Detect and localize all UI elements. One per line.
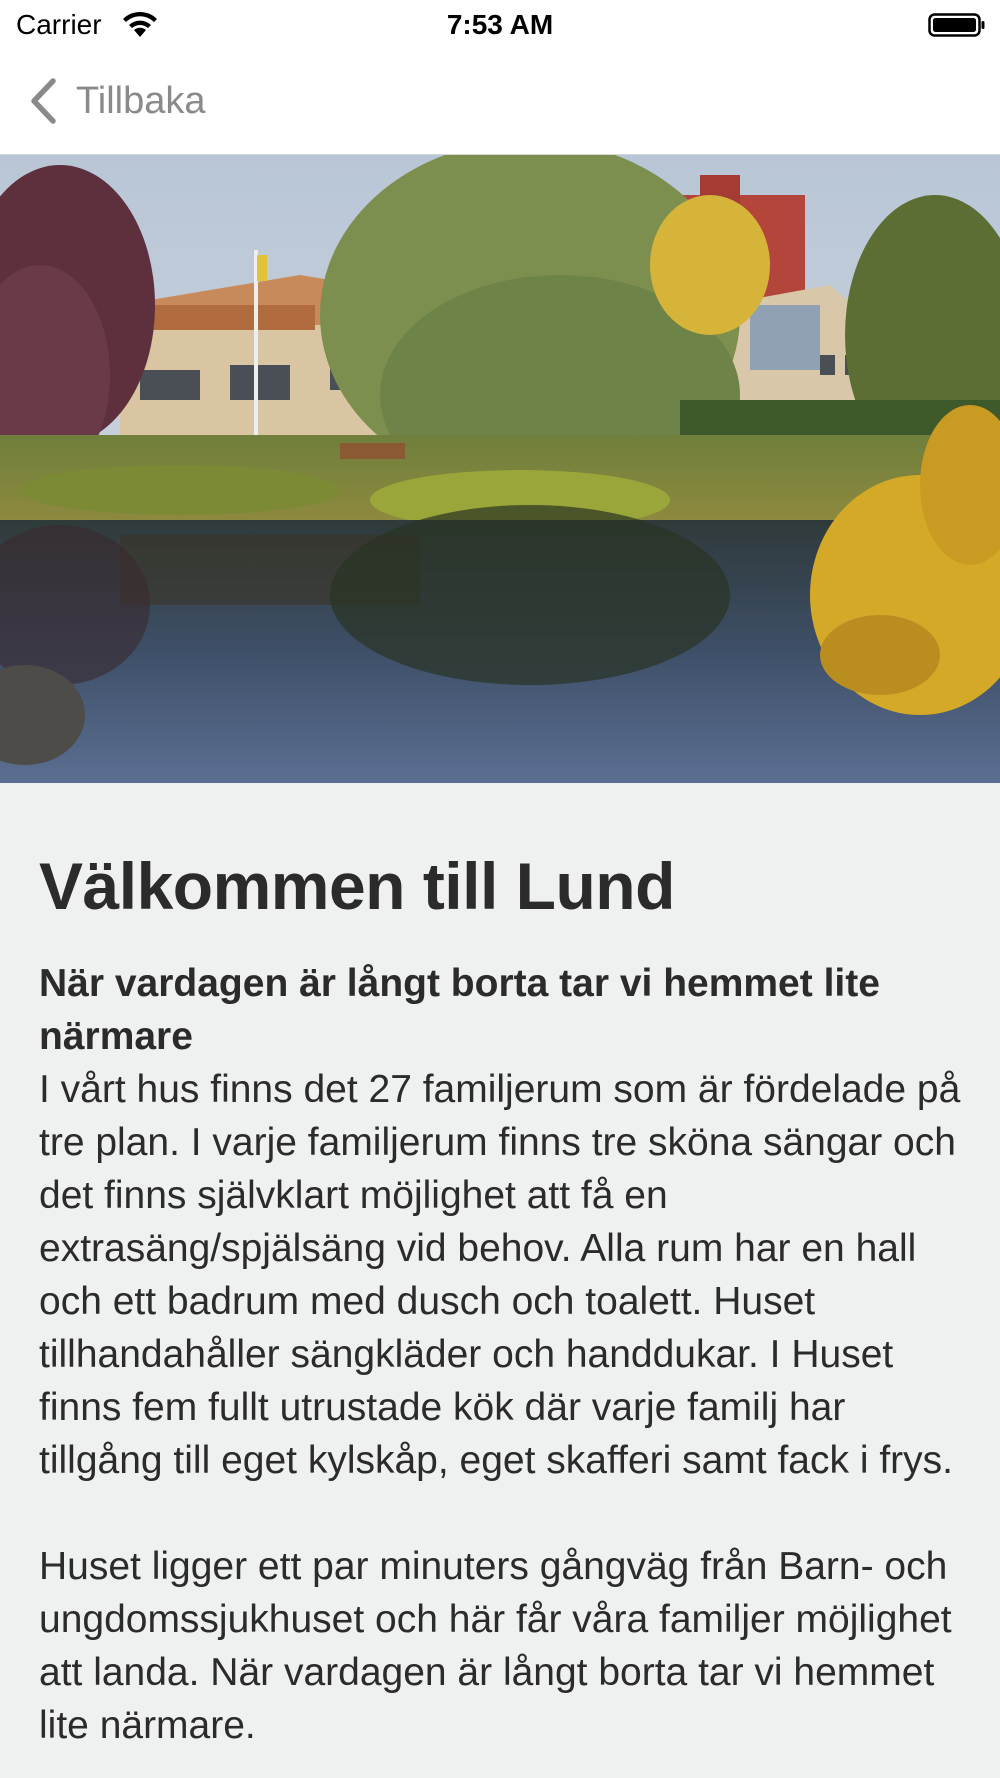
clock-label: 7:53 AM: [446, 9, 554, 40]
chevron-left-icon: [28, 77, 58, 125]
article-paragraph-1: I vårt hus finns det 27 familjerum som är fördelade på tre plan. I varje familjerum finns tre sköna sängar och det finns självklart möjlighet att få en extrasäng/spjälsäng vid behov. Alla rum har en hall och ett badrum med dusch och toalett. Huset tillhandahåller sängkläder och handdukar. I Huset finns fem fullt utrustade kök där varje familj har tillgång till eget kylskåp, eget skafferi samt fack i frys.: [39, 1067, 961, 1482]
article: [39, 783, 969, 1752]
battery-icon: [928, 11, 986, 39]
article-subtitle: När vardagen är långt borta tar vi hemmet lite närmare: [39, 961, 880, 1058]
page-title: Välkommen till Lund: [39, 849, 675, 923]
back-label: Tillbaka: [76, 79, 206, 122]
house-by-pond-photo: [0, 155, 1000, 783]
carrier-label: Carrier: [16, 9, 102, 40]
hero-image: [0, 155, 1000, 783]
article-paragraph-2: Huset ligger ett par minuters gångväg från Barn- och ungdomssjukhuset och här får våra familjer möjlighet att landa. När vardagen är långt borta tar vi hemmet lite närmare.: [39, 1544, 952, 1747]
back-button[interactable]: [28, 76, 206, 126]
navigation-bar: [0, 50, 1000, 155]
status-bar: [0, 0, 1000, 50]
